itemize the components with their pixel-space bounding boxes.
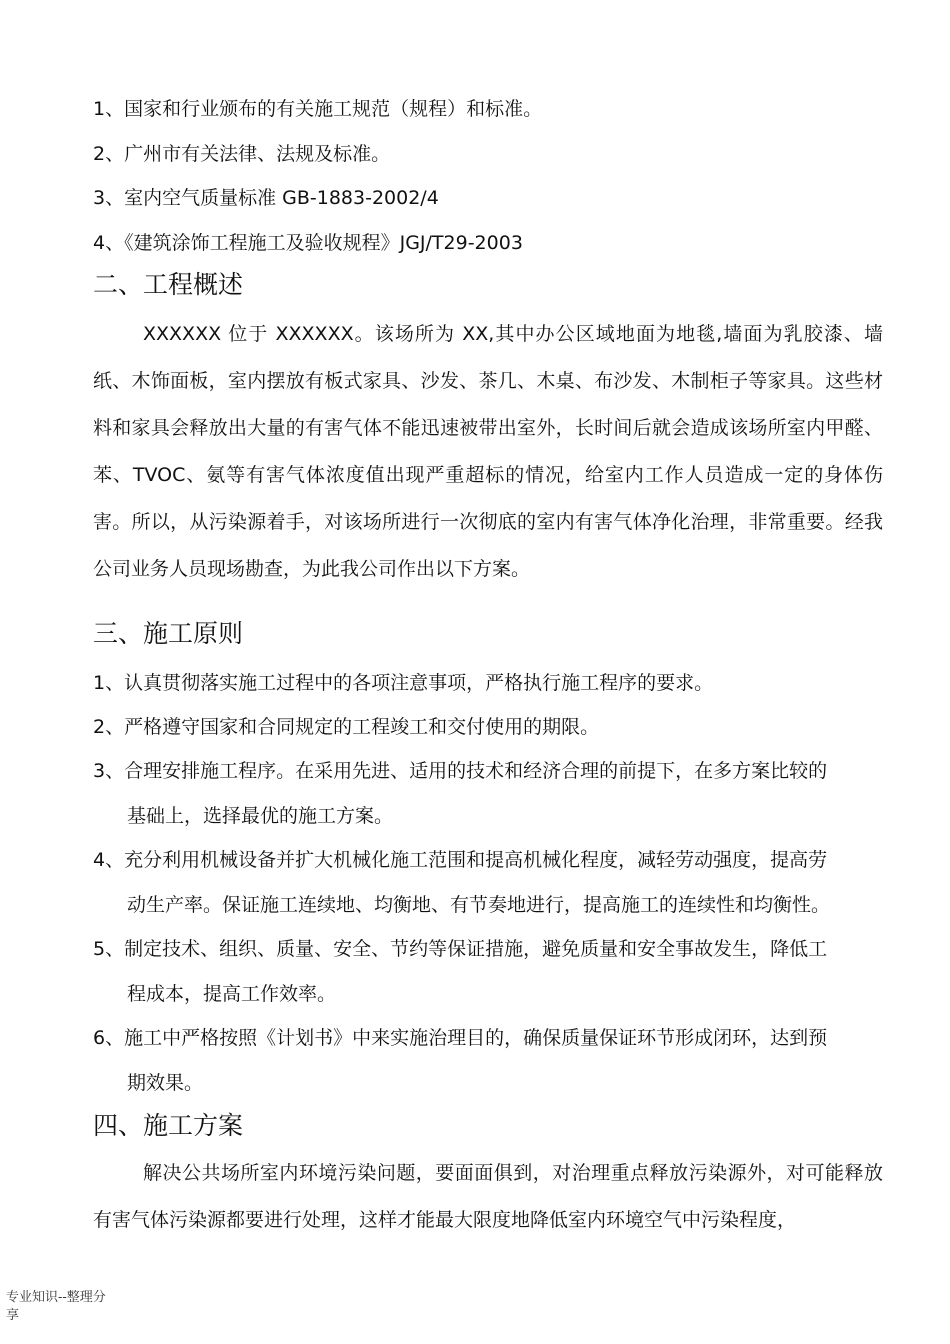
principle-item-1: 1、认真贯彻落实施工过程中的各项注意事项，严格执行施工程序的要求。 — [93, 672, 714, 694]
principle-item-4: 4、充分利用机械设备并扩大机械化施工范围和提高机械化程度，减轻劳动强度，提高劳 — [93, 849, 828, 871]
plan-paragraph: 解决公共场所室内环境污染问题，要面面俱到，对治理重点释放污染源外，对可能释放有害气体污染源都要进行处理，这样才能最大限度地降低室内环境空气中污染程度， — [93, 1162, 883, 1231]
principle-item-6-cont: 期效果。 — [127, 1072, 204, 1094]
basis-item-2: 2、广州市有关法律、法规及标准。 — [93, 143, 391, 165]
section-heading-principles: 三、施工原则 — [93, 619, 244, 648]
principle-item-4-cont: 动生产率。保证施工连续地、均衡地、有节奏地进行，提高施工的连续性和均衡性。 — [127, 894, 831, 916]
section-heading-overview: 二、工程概述 — [93, 270, 244, 299]
principle-item-2: 2、严格遵守国家和合同规定的工程竣工和交付使用的期限。 — [93, 716, 600, 738]
principle-item-3: 3、合理安排施工程序。在采用先进、适用的技术和经济合理的前提下，在多方案比较的 — [93, 760, 828, 782]
basis-item-4: 4、《建筑涂饰工程施工及验收规程》JGJ/T29-2003 — [93, 232, 523, 254]
basis-item-1: 1、国家和行业颁布的有关施工规范（规程）和标准。 — [93, 98, 543, 120]
overview-paragraph: XXXXXX 位于 XXXXXX。该场所为 XX,其中办公区域地面为地毯,墙面为乳胶漆、墙纸、木饰面板，室内摆放有板式家具、沙发、茶几、木桌、布沙发、木制柜子等家具。这些材料和家具会释放出大量的有害气体不能迅速被带出室外，长时间后就会造成该场所室内甲醛、苯、TVOC、氨等有害气体浓度值出现严重超标的情况，给室内工作人员造成一定的身体伤害。所以，从污染源着手，对该场所进行一次彻底的室内有害气体净化治理，非常重要。经我公司业务人员现场勘查，为此我公司作出以下方案。 — [93, 323, 883, 580]
principle-item-6: 6、施工中严格按照《计划书》中来实施治理目的，确保质量保证环节形成闭环，达到预 — [93, 1027, 828, 1049]
section-heading-plan: 四、施工方案 — [93, 1111, 244, 1140]
basis-item-3: 3、室内空气质量标准 GB-1883-2002/4 — [93, 187, 439, 209]
footer-note: 专业知识--整理分享 — [6, 1290, 106, 1323]
principle-item-3-cont: 基础上，选择最优的施工方案。 — [127, 805, 394, 827]
principle-item-5-cont: 程成本，提高工作效率。 — [127, 983, 337, 1005]
principle-item-5: 5、制定技术、组织、质量、安全、节约等保证措施，避免质量和安全事故发生，降低工 — [93, 938, 828, 960]
